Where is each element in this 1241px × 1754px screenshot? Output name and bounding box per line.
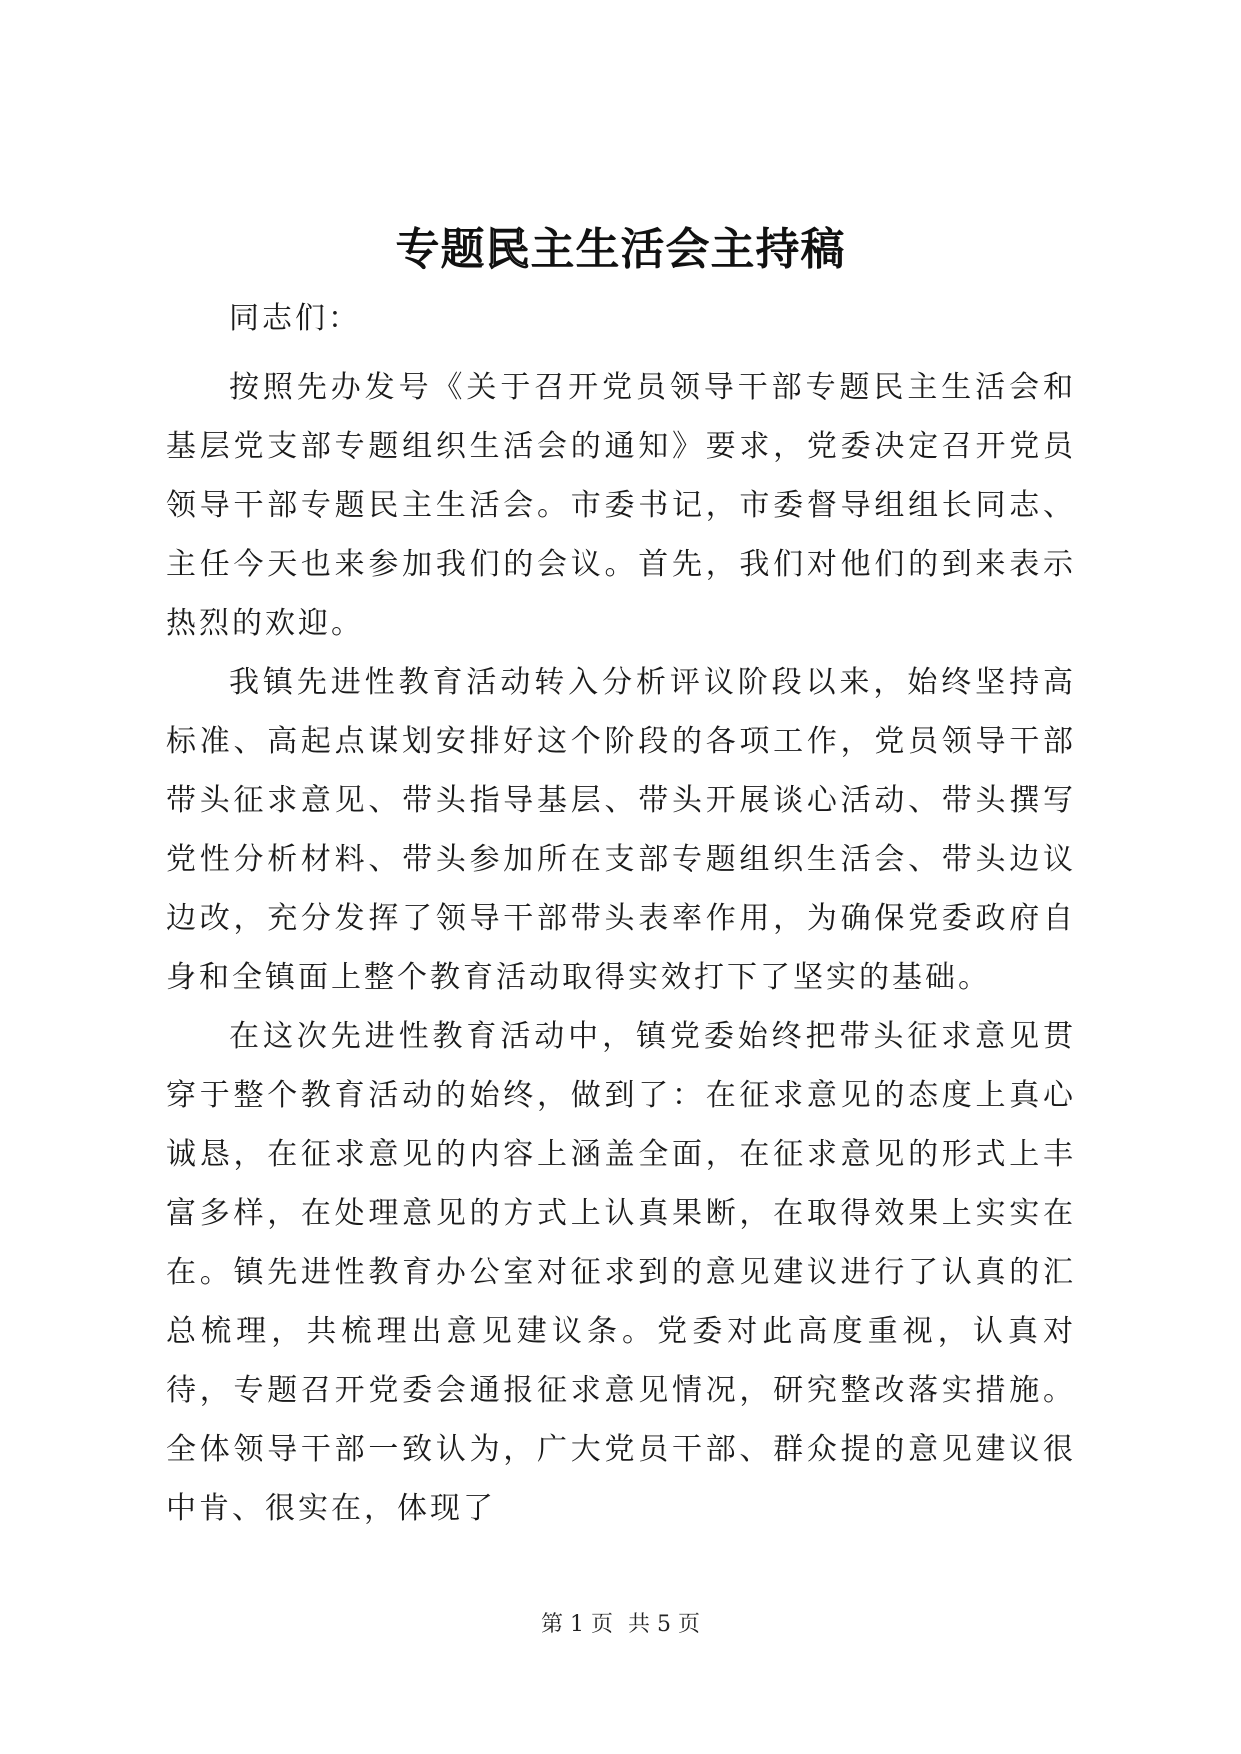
title-text-part1: 专题 [395, 224, 486, 275]
document-body [166, 289, 1076, 1538]
salutation: 同志们： [229, 301, 361, 336]
document-title [0, 222, 1241, 278]
page-footer [0, 1610, 1241, 1640]
page-number: 第 1 页 [541, 1612, 613, 1637]
paragraph-1: 按照先办发号《关于召开党员领导干部专题民主生活会和基层党支部专题组织生活会的通知》要求，党委决定召开党员领导干部专题民主生活会。市委书记，市委督导组组长同志、主任今天也来参加我们的会议。首先，我们对他们的到来表示热烈的欢迎。 [166, 370, 1076, 641]
title-text-outlined: 民 [485, 224, 531, 275]
paragraph-2: 我镇先进性教育活动转入分析评议阶段以来，始终坚持高标准、高起点谋划安排好这个阶段的各项工作，党员领导干部带头征求意见、带头指导基层、带头开展谈心活动、带头撰写党性分析材料、带头参加所在支部专题组织生活会、带头边议边改，充分发挥了领导干部带头表率作用，为确保党委政府自身和全镇面上整个教育活动取得实效打下了坚实的基础。 [166, 665, 1076, 995]
paragraph-3: 在这次先进性教育活动中，镇党委始终把带头征求意见贯穿于整个教育活动的始终，做到了：在征求意见的态度上真心诚恳，在征求意见的内容上涵盖全面，在征求意见的形式上丰富多样，在处理意见的方式上认真果断，在取得效果上实实在在。镇先进性教育办公室对征求到的意见建议进行了认真的汇总梳理，共梳理出意见建议条。党委对此高度重视，认真对待，专题召开党委会通报征求意见情况，研究整改落实措施。全体领导干部一致认为，广大党员干部、群众提的意见建议很中肯、很实在，体现了 [166, 1019, 1076, 1526]
page-total: 共 5 页 [628, 1612, 700, 1637]
title-text-part2: 主生活会主持稿 [530, 224, 846, 275]
